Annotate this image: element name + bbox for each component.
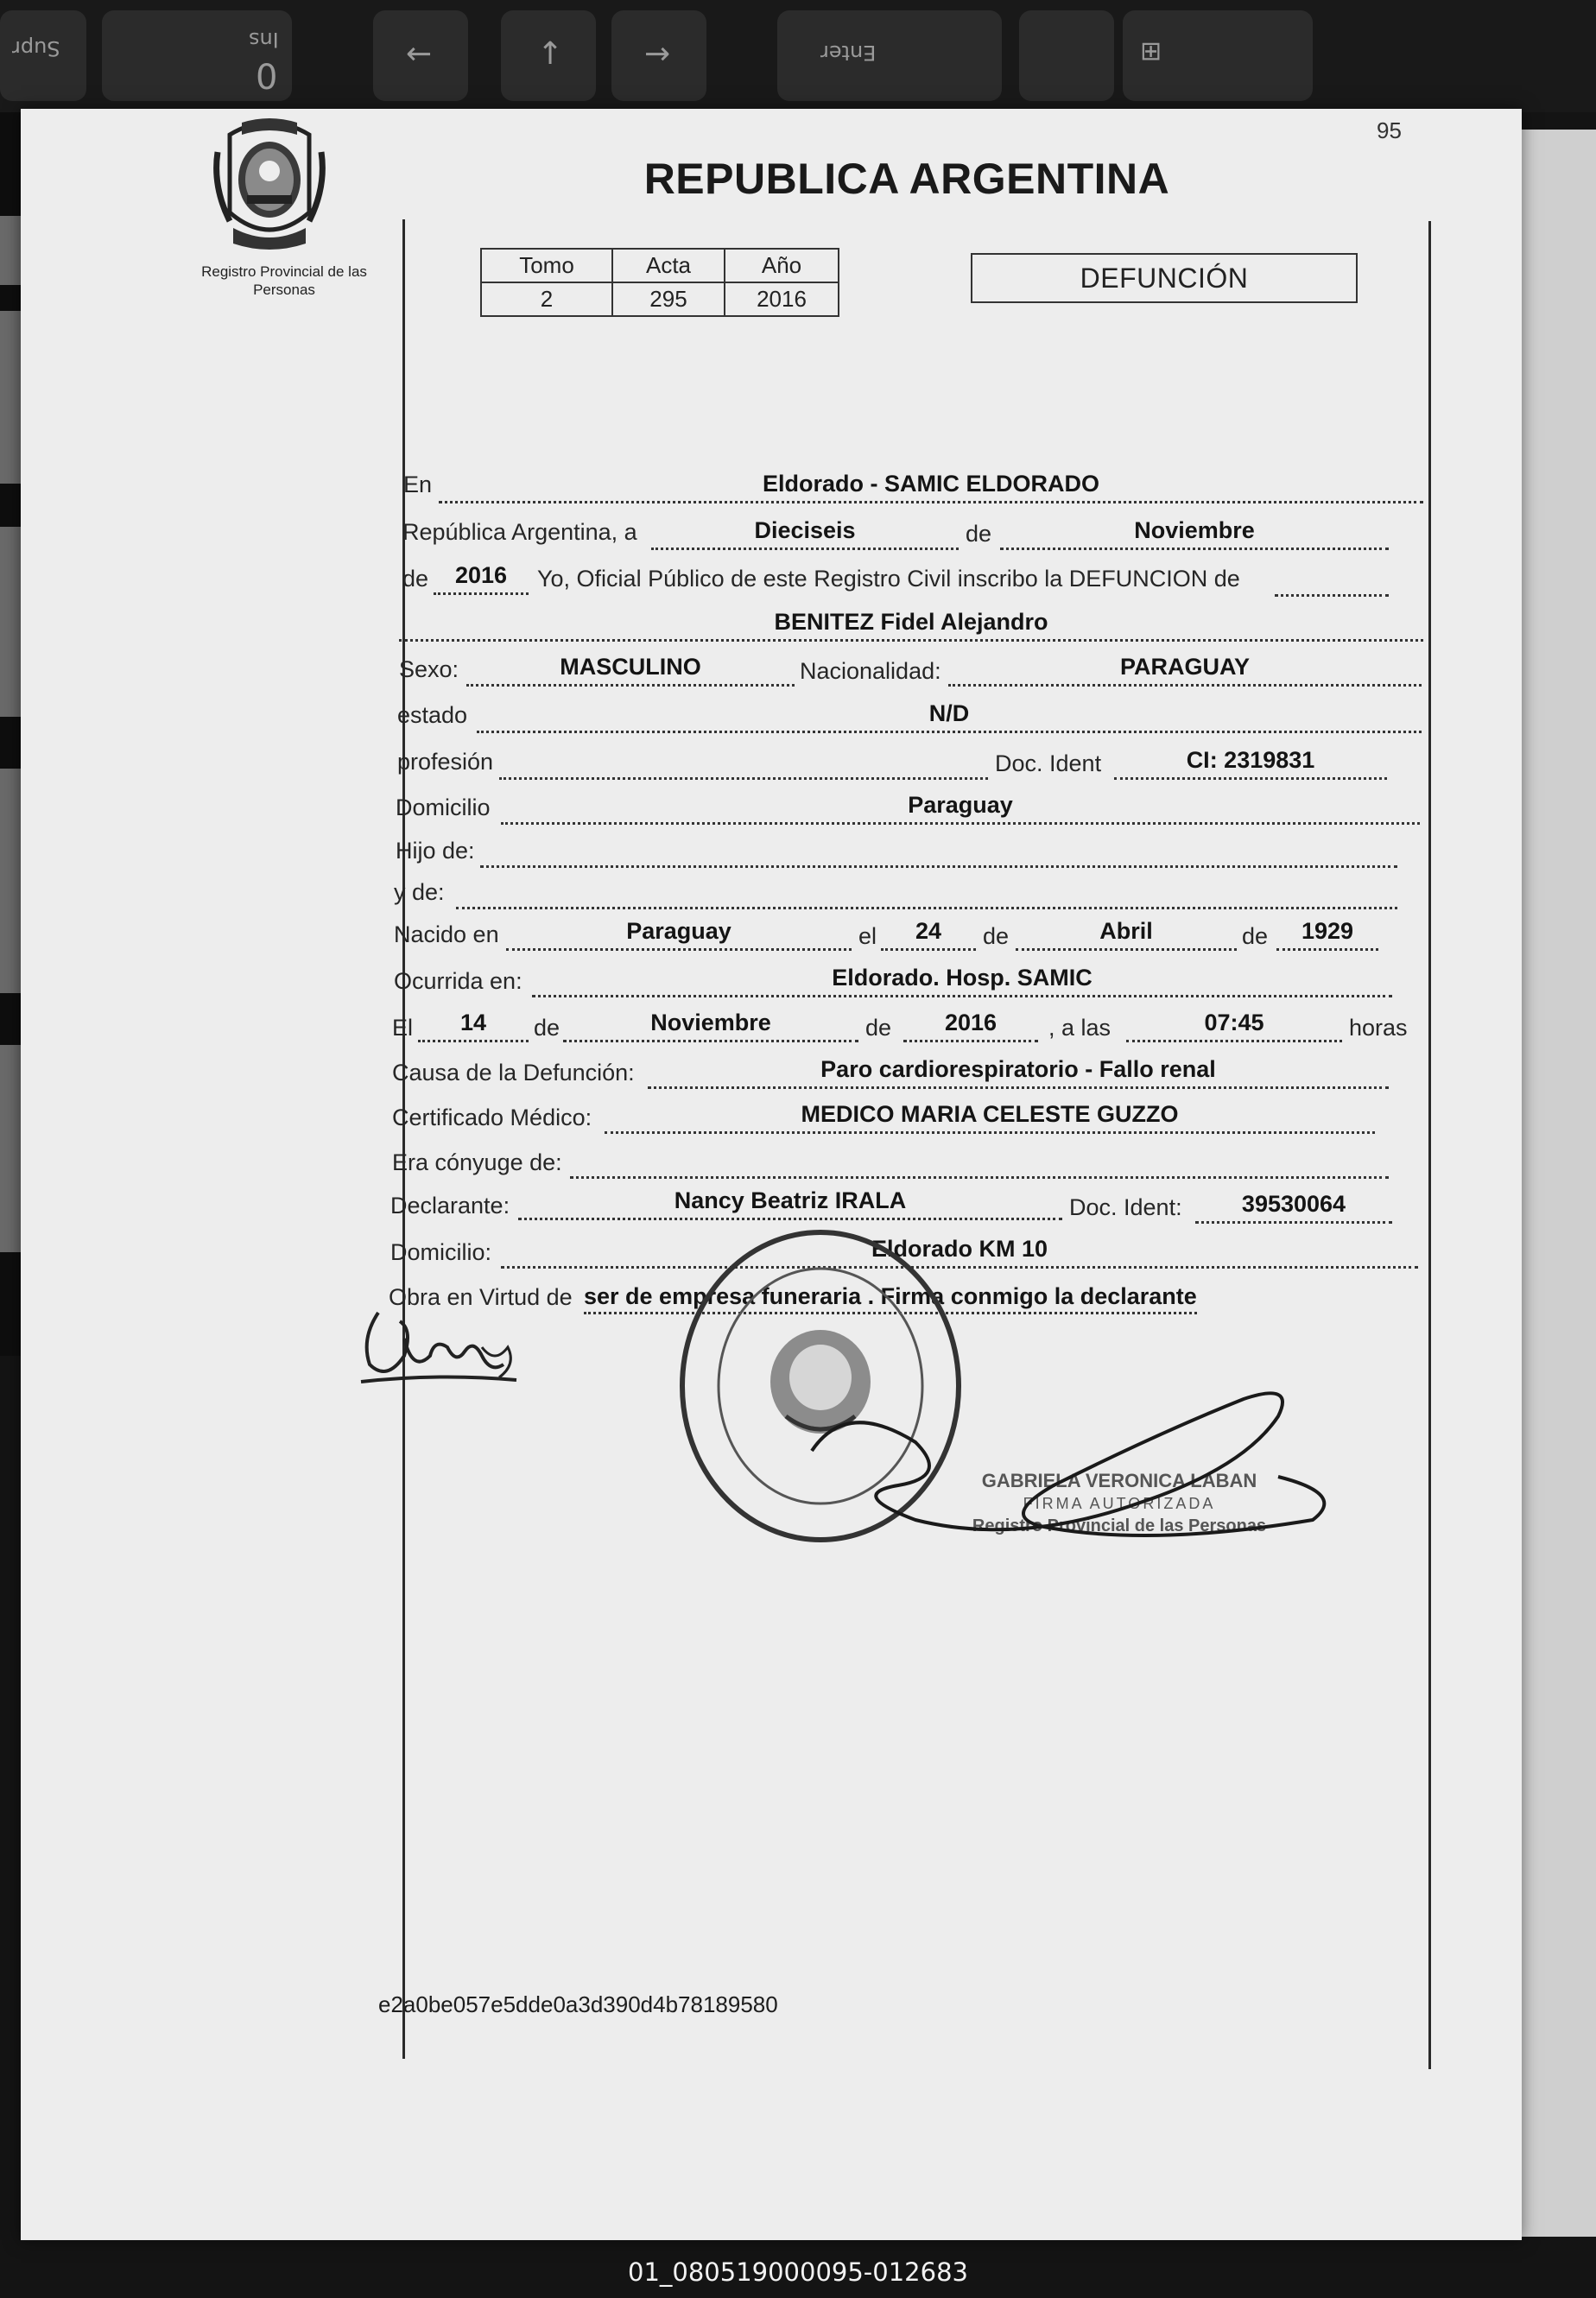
table-row <box>481 282 839 316</box>
hijo-label: Hijo de: <box>396 838 475 864</box>
profesion-label: profesión <box>397 749 494 775</box>
conyuge-field <box>570 1145 1389 1179</box>
tomo-value: 2 <box>481 282 612 316</box>
de-label: de <box>865 1015 892 1041</box>
ins-key-label: Ins <box>249 28 279 52</box>
republica-label: República Argentina, a <box>402 519 637 545</box>
birth-day-field: 24 <box>881 917 976 951</box>
nacido-field: Paraguay <box>506 917 852 951</box>
register-table <box>480 248 839 317</box>
estado-field: N/D <box>477 700 1422 733</box>
a-las-label: , a las <box>1048 1015 1112 1041</box>
doc-ident-field: 39530064 <box>1195 1190 1392 1224</box>
certificado-label: Certificado Médico: <box>392 1105 592 1130</box>
keyboard-background <box>0 0 1596 112</box>
officer-signature <box>352 1287 525 1399</box>
sexo-field: MASCULINO <box>466 653 795 687</box>
doc-ident-field: CI: 2319831 <box>1114 746 1387 780</box>
causa-label: Causa de la Defunción: <box>392 1060 635 1086</box>
el-label: El <box>392 1015 414 1041</box>
causa-field: Paro cardiorespiratorio - Fallo renal <box>648 1055 1389 1089</box>
doc-ident-label: Doc. Ident <box>995 750 1102 776</box>
anio-header: Año <box>725 249 839 282</box>
nacionalidad-field: PARAGUAY <box>948 653 1422 687</box>
horas-label: horas <box>1349 1015 1408 1041</box>
stamp-signer-org: Registro Provincial de las Personas <box>972 1516 1267 1535</box>
windows-key <box>1123 10 1313 101</box>
obra-field: ser de empresa funeraria . Firma conmigo la declarante <box>584 1283 1197 1314</box>
doc-ident-label: Doc. Ident: <box>1069 1194 1182 1220</box>
supr-key <box>0 10 86 101</box>
defuncion-de-field <box>1275 563 1389 597</box>
page-title: REPUBLICA ARGENTINA <box>643 155 1170 203</box>
right-arrow-key <box>611 10 706 101</box>
en-label: En <box>403 472 433 497</box>
de-label: de <box>534 1015 560 1041</box>
conyuge-label: Era cónyuge de: <box>392 1149 562 1175</box>
keyboard-key <box>1019 10 1114 101</box>
left-arrow-key <box>373 10 468 101</box>
enter-key <box>777 10 1002 101</box>
domicilio-label: Domicilio: <box>390 1239 492 1265</box>
death-month-field: Noviembre <box>563 1009 858 1042</box>
de-label: de <box>402 566 429 592</box>
registrar-signature <box>795 1347 1330 1554</box>
ocurrida-field: Eldorado. Hosp. SAMIC <box>532 964 1392 997</box>
sexo-label: Sexo: <box>399 656 459 682</box>
act-type-box: DEFUNCIÓN <box>971 253 1358 303</box>
declarante-label: Declarante: <box>390 1193 510 1219</box>
birth-month-field: Abril <box>1016 917 1237 951</box>
de-label: de <box>983 923 1010 949</box>
right-arrow-icon: → <box>644 36 671 72</box>
supr-key-label: Supr <box>12 36 60 60</box>
tomo-header: Tomo <box>481 249 612 282</box>
domicilio-label: Domicilio <box>396 794 491 820</box>
anio-value: 2016 <box>725 282 839 316</box>
estado-label: estado <box>397 702 468 728</box>
domicilio-field: Paraguay <box>501 791 1420 825</box>
deceased-name-field: BENITEZ Fidel Alejandro <box>399 608 1423 642</box>
obra-label: Obra en Virtud de <box>389 1284 573 1310</box>
stamp-signer-role: FIRMA AUTORIZADA <box>1023 1495 1216 1512</box>
enter-key-label: Enter <box>820 41 877 65</box>
death-time-field: 07:45 <box>1126 1009 1342 1042</box>
death-year-field: 2016 <box>903 1009 1038 1042</box>
stamp-signer-name: GABRIELA VERONICA LABAN <box>981 1470 1257 1491</box>
right-margin-line <box>1428 221 1431 2069</box>
hijo-field <box>480 834 1397 868</box>
month-field: Noviembre <box>1000 516 1389 550</box>
nacido-label: Nacido en <box>394 921 499 947</box>
ins-key <box>102 10 292 101</box>
acta-value: 295 <box>612 282 725 316</box>
certificado-field: MEDICO MARIA CELESTE GUZZO <box>605 1100 1375 1134</box>
declarante-field: Nancy Beatriz IRALA <box>518 1187 1062 1220</box>
logo-caption: Registro Provincial de las Personas <box>201 263 367 298</box>
yde-label: y de: <box>394 879 445 905</box>
table-header-row <box>481 249 839 282</box>
windows-icon: ⊞ <box>1140 36 1162 66</box>
nacionalidad-label: Nacionalidad: <box>800 658 941 684</box>
back-paper <box>1516 130 1596 2237</box>
up-arrow-key <box>501 10 596 101</box>
domicilio-field: Eldorado KM 10 <box>501 1235 1418 1269</box>
up-arrow-icon: ↑ <box>537 36 564 72</box>
birth-year-field: 1929 <box>1276 917 1378 951</box>
yde-field <box>456 876 1397 909</box>
en-field: Eldorado - SAMIC ELDORADO <box>439 470 1423 503</box>
acta-header: Acta <box>612 249 725 282</box>
profesion-field <box>499 746 988 780</box>
left-arrow-icon: ← <box>406 36 433 72</box>
ocurrida-label: Ocurrida en: <box>394 968 522 994</box>
zero-key-label: 0 <box>256 58 278 98</box>
document-hash: e2a0be057e5dde0a3d390d4b78189580 <box>378 1991 778 2017</box>
day-field: Dieciseis <box>651 516 959 550</box>
inscribo-text: Yo, Oficial Público de este Registro Civil inscribo la DEFUNCION de <box>537 566 1240 592</box>
coat-of-arms-logo <box>212 117 326 254</box>
de-label: de <box>1242 923 1269 949</box>
year-field: 2016 <box>434 561 529 595</box>
image-footer-id: 01_080519000095-012683 <box>628 2257 968 2287</box>
page-number: 95 <box>1377 117 1402 143</box>
el-label: el <box>858 923 877 949</box>
death-day-field: 14 <box>418 1009 529 1042</box>
de-label: de <box>966 521 992 547</box>
